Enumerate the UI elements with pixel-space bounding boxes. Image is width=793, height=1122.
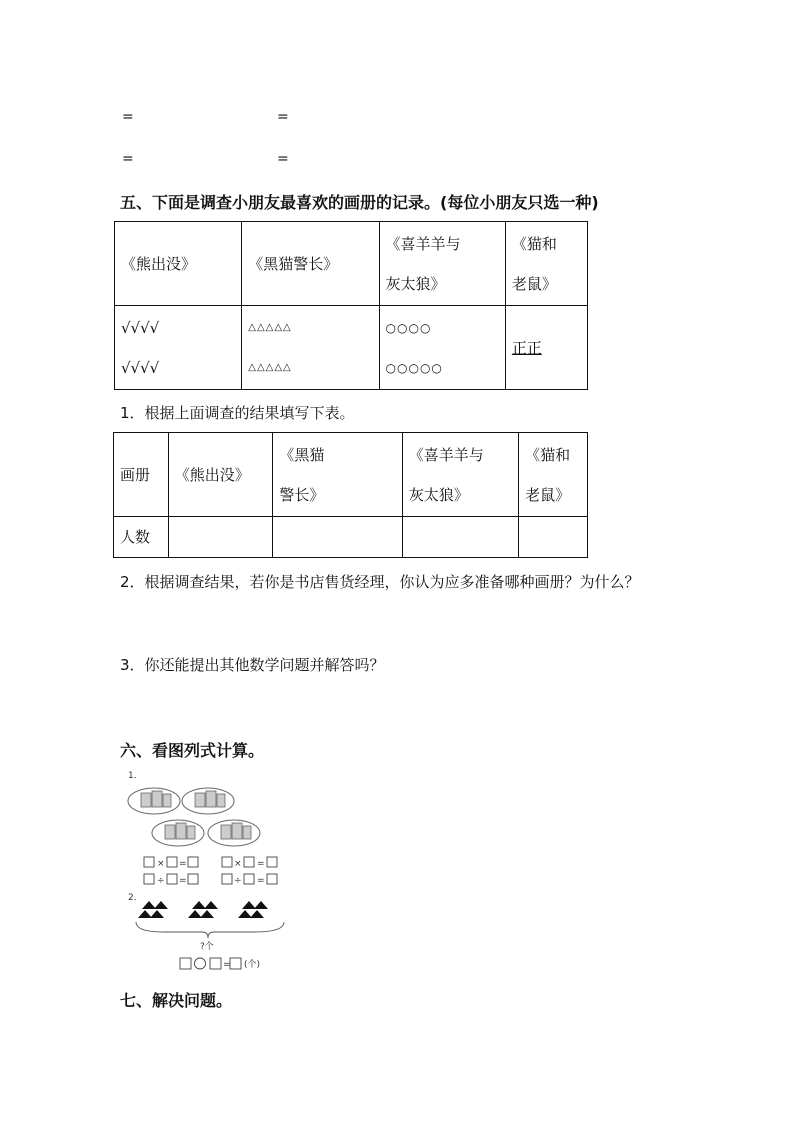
equals-sign: = bbox=[122, 109, 134, 125]
answer-box bbox=[230, 958, 241, 969]
brace-icon bbox=[136, 922, 284, 938]
picture-problem-figure bbox=[124, 768, 314, 973]
question-mark-label: ?个 bbox=[200, 942, 214, 952]
bundle-icon bbox=[141, 791, 251, 839]
header-xiyangyang: 《喜羊羊与 灰太狼》 bbox=[379, 222, 505, 306]
operator-circle bbox=[195, 958, 206, 969]
question-2: 2．根据调查结果，若你是书店售货经理，你认为应多准备哪种画册？为什么？ bbox=[120, 573, 640, 591]
header-xiongchumei: 《熊出没》 bbox=[115, 222, 242, 306]
section5-title: 五、下面是调查小朋友最喜欢的画册的记录。(每位小朋友只选一种) bbox=[120, 193, 599, 212]
result-header-heimao: 《黑猫 警长》 bbox=[273, 433, 402, 517]
svg-text:=: = bbox=[179, 859, 187, 869]
section6-title: 六、看图列式计算。 bbox=[120, 741, 265, 760]
tally-heimao: △△△△△ △△△△△ bbox=[242, 306, 379, 390]
equals-sign: = bbox=[122, 151, 134, 167]
answer-cell[interactable] bbox=[168, 517, 273, 558]
equals-sign: = bbox=[277, 151, 289, 167]
fig-label-1: 1． bbox=[128, 771, 143, 781]
answer-box bbox=[180, 958, 191, 969]
svg-text:×: × bbox=[234, 859, 242, 869]
question-3: 3．你还能提出其他数学问题并解答吗？ bbox=[120, 656, 385, 674]
survey-table bbox=[114, 221, 588, 390]
svg-text:÷: ÷ bbox=[234, 876, 242, 886]
result-header-xiongchumei: 《熊出没》 bbox=[168, 433, 273, 517]
equals-sign: = bbox=[277, 109, 289, 125]
row-label-renshu: 人数 bbox=[114, 517, 169, 558]
svg-text:=: = bbox=[257, 876, 265, 886]
row-label-huace: 画册 bbox=[114, 433, 169, 517]
svg-text:÷: ÷ bbox=[157, 876, 165, 886]
header-maohe: 《猫和 老鼠》 bbox=[505, 222, 587, 306]
tally-maohe: 正正 bbox=[505, 306, 587, 390]
answer-cell[interactable] bbox=[273, 517, 402, 558]
answer-cell[interactable] bbox=[519, 517, 588, 558]
svg-text:=: = bbox=[257, 859, 265, 869]
tally-xiyangyang: ○○○○ ○○○○○ bbox=[379, 306, 505, 390]
section7-title: 七、解决问题。 bbox=[120, 991, 233, 1010]
unit-label: (个) bbox=[244, 960, 261, 970]
svg-text:×: × bbox=[157, 859, 165, 869]
answer-box bbox=[210, 958, 221, 969]
result-header-maohe: 《猫和 老鼠》 bbox=[519, 433, 588, 517]
header-heimao: 《黑猫警长》 bbox=[242, 222, 379, 306]
tally-xiongchumei: √√√√ √√√√ bbox=[115, 306, 242, 390]
svg-text:=: = bbox=[179, 876, 187, 886]
result-header-xiyangyang: 《喜羊羊与 灰太狼》 bbox=[402, 433, 518, 517]
svg-text:=: = bbox=[223, 960, 231, 970]
question-1: 1．根据上面调查的结果填写下表。 bbox=[120, 404, 355, 422]
triangle-icon bbox=[138, 901, 268, 918]
result-table bbox=[113, 432, 588, 558]
fig-label-2: 2． bbox=[128, 893, 143, 903]
answer-cell[interactable] bbox=[402, 517, 518, 558]
